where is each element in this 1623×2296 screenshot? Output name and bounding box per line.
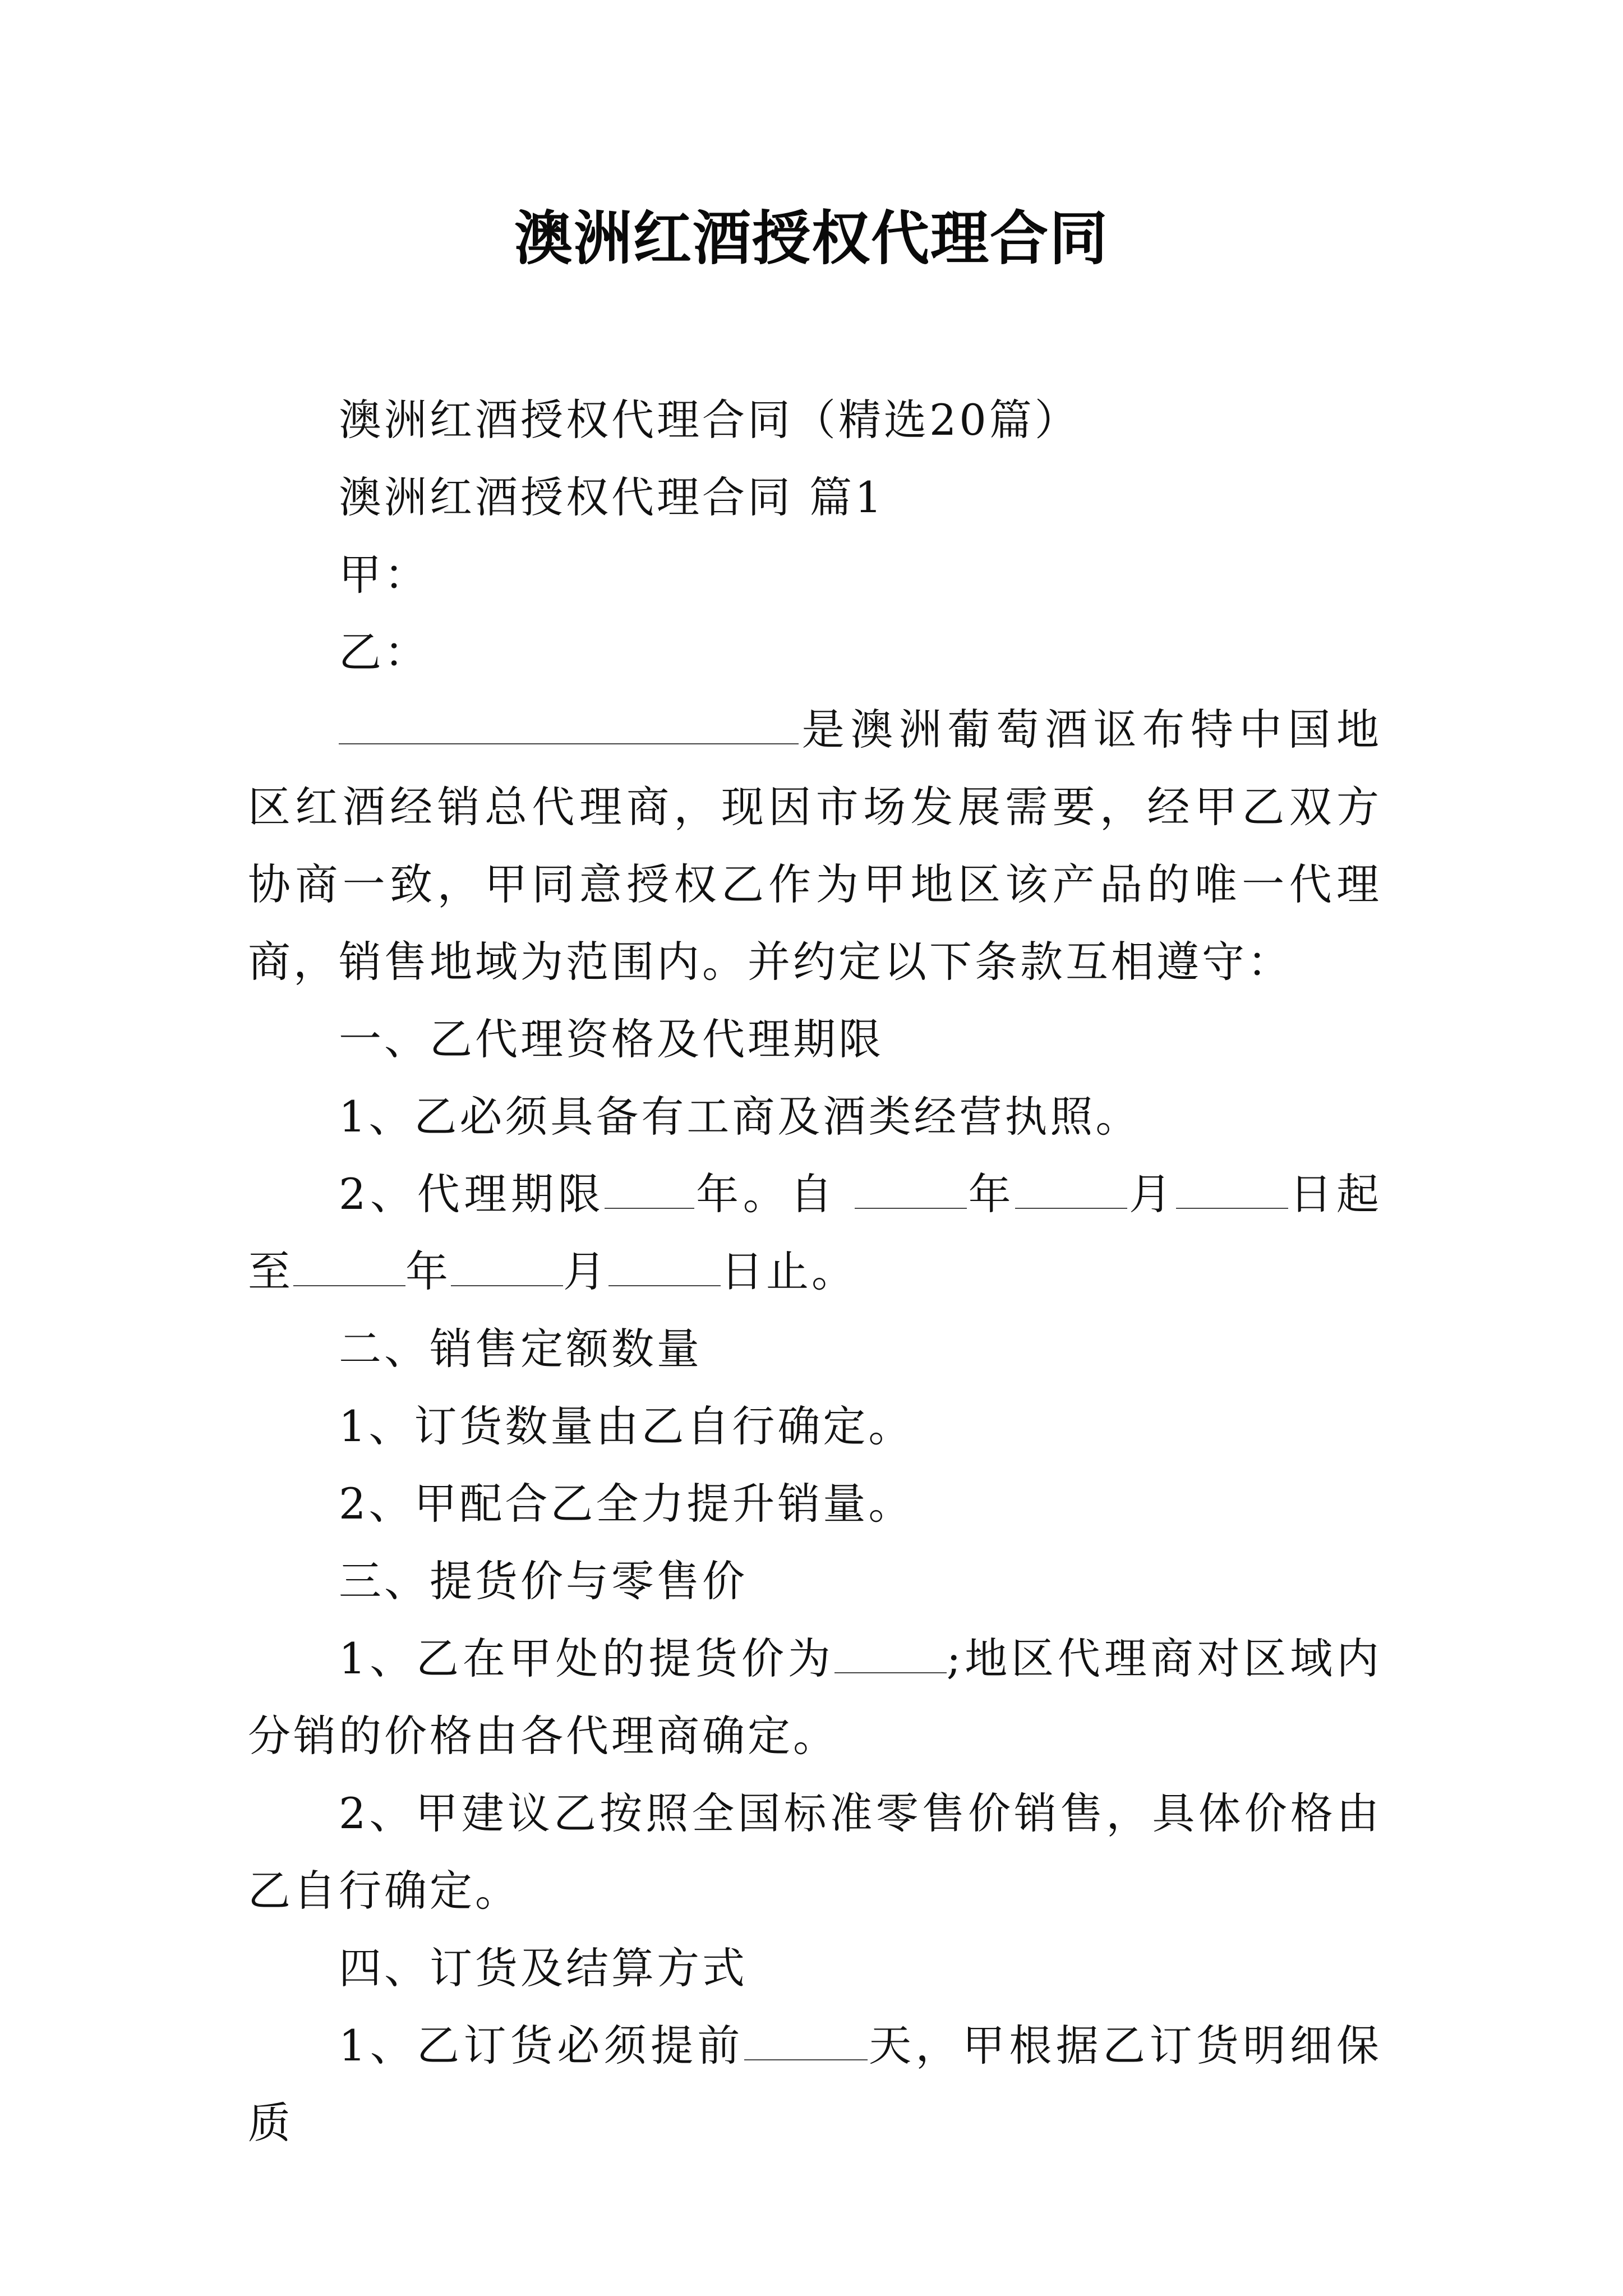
clause-text: 天，甲根据乙订货明细保质 (248, 2021, 1382, 2148)
intro-text: 是澳洲葡萄酒讴布特中国地区红酒经销总代理商，现因市场发展需要，经甲乙双方协商一致，甲同意授权乙作为甲地区该产品的唯一代理商，销售地域为范围内。并约定以下条款互相遵守： (248, 705, 1382, 987)
clause-text: 日起至 (248, 1169, 1382, 1296)
clause-text: 年 (405, 1246, 451, 1296)
clause-heading-2: 二、销售定额数量 (339, 1324, 702, 1374)
blank-field (451, 1248, 563, 1286)
clause-text: 年。自 (694, 1169, 855, 1219)
clause-heading-3: 三、提货价与零售价 (339, 1556, 748, 1606)
document-title: 澳洲红酒授权代理合同 (514, 204, 1109, 273)
clause-2-1: 1、订货数量由乙自行确定。 (339, 1401, 914, 1451)
section-heading: 澳洲红酒授权代理合同 篇1 (339, 472, 885, 522)
clause-text: 月 (1127, 1169, 1176, 1219)
clause-heading-4: 四、订货及结算方式 (339, 1943, 748, 1993)
clause-4-1 (248, 2007, 1382, 2162)
intro-paragraph (248, 691, 1382, 1001)
clause-1-1: 1、乙必须具备有工商及酒类经营执照。 (339, 1092, 1141, 1142)
clause-text: 年 (966, 1169, 1016, 1219)
blank-field (293, 1248, 405, 1286)
blank-field (605, 1171, 694, 1209)
party-a-line: 甲： (339, 550, 430, 600)
blank-field (855, 1171, 967, 1209)
blank-field (1176, 1171, 1288, 1209)
document-body (248, 381, 1382, 2162)
clause-heading-1: 一、乙代理资格及代理期限 (339, 1014, 884, 1064)
party-b-line: 乙： (339, 627, 430, 677)
clause-text: ;地区代理商对区域内分销的价格由各代理商确定。 (248, 1634, 1382, 1761)
clause-text: 日止。 (721, 1246, 857, 1296)
clause-text: 月 (563, 1246, 608, 1296)
clause-1-2 (248, 1156, 1382, 1310)
clause-text: 2、代理期限 (339, 1169, 605, 1219)
blank-field (834, 1635, 947, 1673)
clause-text: 1、乙在甲处的提货价为 (339, 1634, 834, 1683)
blank-field (339, 706, 799, 744)
blank-field (608, 1248, 721, 1286)
clause-3-1 (248, 1620, 1382, 1775)
subtitle: 澳洲红酒授权代理合同（精选20篇） (339, 395, 1080, 445)
clause-3-2: 2、甲建议乙按照全国标准零售价销售，具体价格由乙自行确定。 (248, 1788, 1382, 1916)
clause-2-2: 2、甲配合乙全力提升销量。 (339, 1479, 914, 1529)
blank-field (1015, 1171, 1127, 1209)
clause-text: 1、乙订货必须提前 (339, 2021, 744, 2070)
blank-field (744, 2022, 868, 2060)
